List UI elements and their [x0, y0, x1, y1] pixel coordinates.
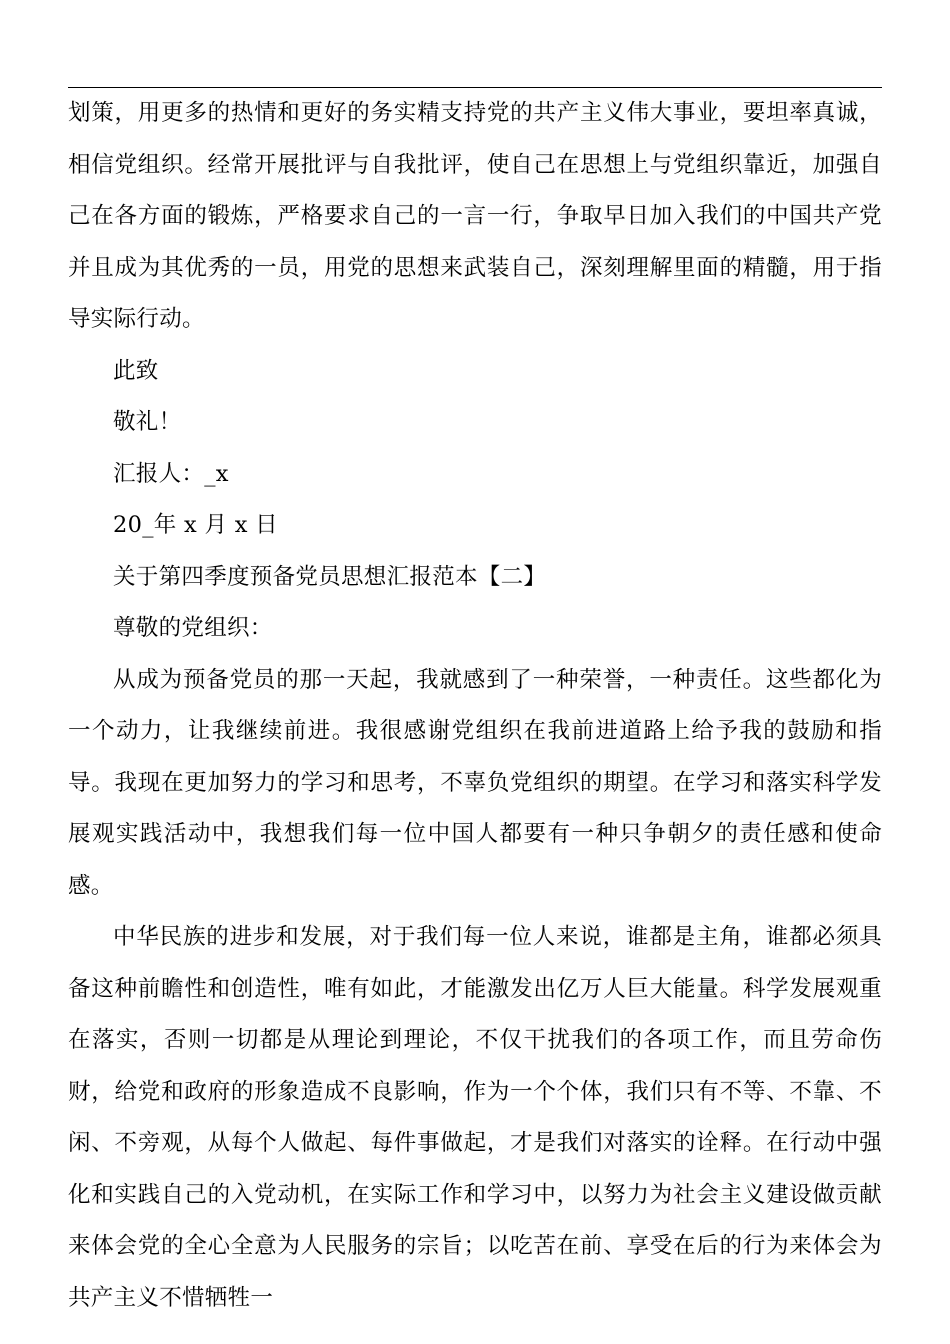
- closing-salutation: 此致: [113, 357, 159, 384]
- date-line: 20_年 x 月 x 日: [113, 512, 278, 538]
- paragraph-body-1: 从成为预备党员的那一天起，我就感到了一种荣誉，一种责任。这些都化为一个动力，让我继续前进。我很感谢党组织在我前进道路上给予我的鼓励和指导。我现在更加努力的学习和思考，不辜负党组织的期望。在学习和落实科学发展观实践活动中，我想我们每一位中国人都要有一种只争朝夕的责任感和使命感。: [68, 666, 882, 899]
- paragraph-body-2: 中华民族的进步和发展，对于我们每一位人来说，谁都是主角，谁都必须具备这种前瞻性和创造性，唯有如此，才能激发出亿万人巨大能量。科学发展观重在落实，否则一切都是从理论到理论，不仅干扰我们的各项工作，而且劳命伤财，给党和政府的形象造成不良影响，作为一个个体，我们只有不等、不靠、不闲、不旁观，从每个人做起、每件事做起，才是我们对落实的诠释。在行动中强化和实践自己的入党动机，在实际工作和学习中，以努力为社会主义建设做贡献来体会党的全心全意为人民服务的宗旨；以吃苦在前、享受在后的行为来体会为共产主义不惜牺牲一: [68, 924, 882, 1311]
- paragraph-continuation: 划策，用更多的热情和更好的务实精支持党的共产主义伟大事业，要坦率真诚，相信党组织。经常开展批评与自我批评，使自己在思想上与党组织靠近，加强自己在各方面的锻炼，严格要求自己的一言一行，争取早日加入我们的中国共产党并且成为其优秀的一员，用党的思想来武装自己，深刻理解里面的精髓，用于指导实际行动。: [68, 100, 882, 332]
- section-title: 关于第四季度预备党员思想汇报范本【二】: [113, 563, 547, 590]
- greeting-line: 尊敬的党组织：: [113, 615, 273, 641]
- reporter-line: 汇报人：_x: [113, 460, 229, 487]
- document-body: [68, 88, 882, 1324]
- closing-regards: 敬礼！: [113, 409, 182, 435]
